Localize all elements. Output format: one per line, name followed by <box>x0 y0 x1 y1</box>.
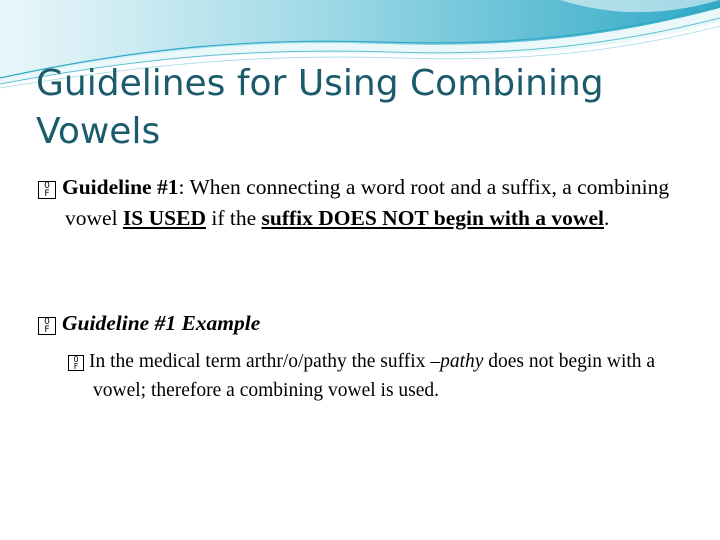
missing-glyph-bullet-icon: 0 F <box>38 181 56 199</box>
guideline-1-text: : When connecting a word root and a suffix, a combining vowel <box>65 175 670 230</box>
slide-title: Guidelines for Using Combining Vowels <box>36 63 604 152</box>
guideline-1-label: Guideline #1 <box>62 175 179 199</box>
guideline-1-end: . <box>603 206 610 230</box>
missing-glyph-bullet-icon: 0 F <box>68 355 84 371</box>
example-suffix: pathy <box>440 351 484 372</box>
guideline-1-mid-text: if the <box>205 206 262 230</box>
guideline-1-bullet <box>38 172 715 234</box>
is-used-emphasis: IS USED <box>122 206 206 230</box>
example-text-bullet <box>68 347 683 405</box>
example-heading-bullet <box>38 308 715 339</box>
missing-glyph-bullet-icon: 0 F <box>38 317 56 335</box>
example-heading: Guideline #1 Example <box>62 311 261 335</box>
example-text-end: does not begin with a vowel; therefore a combining vowel is used. <box>93 351 656 401</box>
suffix-condition-emphasis: suffix DOES NOT begin with a vowel <box>261 206 604 230</box>
example-text-start: In the medical term arthr/o/pathy the suffix – <box>89 351 441 372</box>
